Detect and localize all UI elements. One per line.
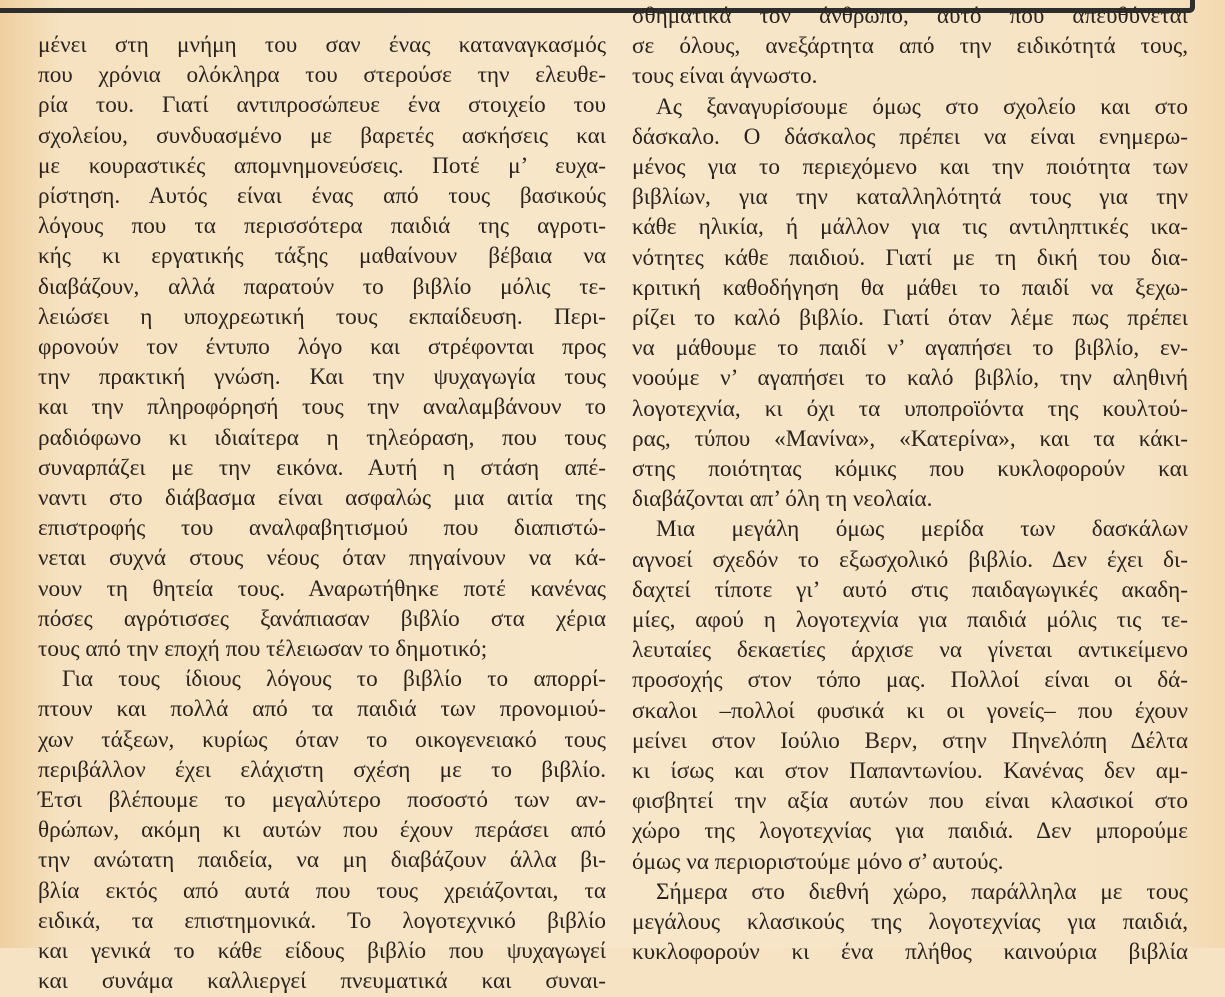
text-line: τους από την εποχή που τέλειωσαν το δημοτικό; (38, 636, 488, 663)
text-line: με κουραστικές απομνημονεύσεις. Ποτέ μ’ ευχα- (38, 152, 606, 179)
text-line: την πρακτική γνώση. Και την ψυχαγωγία τους (38, 364, 606, 391)
text-line: ρίζει το καλό βιβλίο. Γιατί όταν λέμε πως πρέπει (632, 305, 1188, 332)
text-line: την ανώτατη παιδεία, να μη διαβάζουν άλλα βι- (38, 847, 606, 874)
text-line: νοούμε ν’ αγαπήσει το καλό βιβλίο, την αληθινή (632, 365, 1188, 392)
text-line: κυκλοφορούν κι ένα πλήθος καινούρια βιβλία (632, 939, 1188, 966)
text-line: ειδικά, τα επιστημονικά. Το λογοτεχνικό βιβλίο (38, 907, 606, 934)
text-line: σθηματικά τον άνθρωπο, αυτό που απευθύνεται (632, 3, 1188, 29)
text-line: Έτσι βλέπουμε το μεγαλύτερο ποσοστό των αν- (38, 787, 606, 814)
text-line: που χρόνια ολόκληρα του στερούσε την ελευθε- (38, 62, 606, 89)
text-line: ρία του. Γιατί αντιπροσώπευε ένα στοιχείο του (38, 92, 606, 119)
text-line: σχολείου, συνδυασμένο με βαρετές ασκήσεις και (38, 122, 606, 149)
text-line: νεται συχνά στους νέους όταν πηγαίνουν να κά- (38, 545, 606, 572)
text-line: μένει στη μνήμη του σαν ένας καταναγκασμός (38, 32, 606, 58)
text-line: φρονούν τον έντυπο λόγο και στρέφονται προς (38, 334, 606, 361)
text-line: δαχτεί τίποτε γι’ αυτό στις παιδαγωγικές ακαδη- (632, 576, 1188, 603)
text-line: λόγους που τα περισσότερα παιδιά της αγροτι- (38, 213, 606, 240)
text-line: Μια μεγάλη όμως μερίδα των δασκάλων (656, 516, 1188, 543)
text-line: θρώπων, ακόμη κι αυτών που έχουν περάσει από (38, 817, 606, 844)
text-line: και γενικά το κάθε είδους βιβλίο που ψυχαγωγεί (38, 938, 606, 965)
text-line: διαβάζουν, αλλά παρατούν το βιβλίο μόλις τε- (38, 273, 606, 300)
text-line: νότητες κάθε παιδιού. Γιατί με τη δική του δια- (632, 244, 1188, 271)
text-line: Για τους ίδιους λόγους το βιβλίο το απορρί- (62, 666, 606, 693)
text-line: κής κι εργατικής τάξης μαθαίνουν βέβαια να (38, 243, 606, 270)
text-line: ρας, τύπου «Μανίνα», «Κατερίνα», και τα κάκι- (632, 425, 1188, 452)
text-line: λευταίες δεκαετίες άρχισε να γίνεται αντικείμενο (632, 637, 1188, 664)
text-line: τους είναι άγνωστο. (632, 63, 818, 90)
text-line: ραδιόφωνο κι ιδιαίτερα η τηλεόραση, που τους (38, 424, 606, 451)
text-line: φισβητεί την αξία αυτών που είναι κλασικοί στο (632, 788, 1188, 815)
text-line: βιβλίων, για την καταλληλότητά τους για την (632, 184, 1188, 211)
text-line: νουν τη θητεία τους. Αναρωτήθηκε ποτέ κανένας (38, 575, 606, 602)
text-line: ναντι στο διάβασμα είναι ασφαλώς μια αιτία της (38, 485, 606, 512)
text-line: να μάθουμε το παιδί ν’ αγαπήσει το βιβλίο, εν- (632, 335, 1188, 362)
text-line: Ας ξαναγυρίσουμε όμως στο σχολείο και στο (656, 93, 1188, 120)
text-line: περιβάλλον έχει ελάχιστη σχέση με το βιβλίο. (38, 756, 606, 783)
text-line: μεγάλους κλασικούς της λογοτεχνίας για παιδιά, (632, 909, 1188, 936)
text-line: επιστροφής του αναλφαβητισμού που διαπιστώ- (38, 515, 606, 542)
text-line: μείνει στον Ιούλιο Βερν, στην Πηνελόπη Δέλτα (632, 727, 1188, 754)
text-line: και την πληροφόρησή τους την αναλαμβάνουν το (38, 394, 606, 421)
text-line: προσοχής στον τόπο μας. Πολλοί είναι οι δά- (632, 667, 1188, 694)
text-line: και συνάμα καλλιεργεί πνευματικά και συναι- (38, 968, 606, 995)
text-line: διαβάζονται απ’ όλη τη νεολαία. (632, 486, 933, 513)
text-line: στης ποιότητας κόμικς που κυκλοφορούν και (632, 456, 1188, 483)
text-line: πόσες αγρότισσες ξανάπιασαν βιβλίο στα χέρια (38, 605, 606, 632)
text-line: μίες, αφού η λογοτεχνία για παιδιά μόλις τις τε- (632, 607, 1188, 634)
text-line: λογοτεχνία, κι όχι τα υποπροϊόντα της κουλτού- (632, 395, 1188, 422)
right-text-column (632, 1, 1188, 968)
text-line: ρίστηση. Αυτός είναι ένας από τους βασικούς (38, 183, 606, 210)
text-line: μένος για το περιεχόμενο και την ποιότητα των (632, 154, 1188, 181)
text-line: σκαλοι –πολλοί φυσικά κι οι γονείς– που έχουν (632, 697, 1188, 724)
text-line: αγνοεί σχεδόν το εξωσχολικό βιβλίο. Δεν έχει δι- (632, 546, 1188, 573)
text-line: κριτική καθοδήγηση θα μάθει το παιδί να ξεχω- (632, 274, 1188, 301)
text-line: Σήμερα στο διεθνή χώρο, παράλληλα με τους (656, 878, 1188, 905)
text-line: λειώσει η υποχρεωτική τους εκπαίδευση. Περι- (38, 303, 606, 330)
text-line: όμως να περιοριστούμε μόνο σ’ αυτούς. (632, 848, 1004, 875)
text-line: χώρο της λογοτεχνίας για παιδιά. Δεν μπορούμε (632, 818, 1188, 845)
text-line: χων τάξεων, κυρίως όταν το οικογενειακό τους (38, 726, 606, 753)
text-line: συναρπάζει με την εικόνα. Αυτή η στάση απέ- (38, 454, 606, 481)
text-line: βλία εκτός από αυτά που τους χρειάζονται, τα (38, 877, 606, 904)
text-line: δάσκαλο. Ο δάσκαλος πρέπει να είναι ενημερω- (632, 123, 1188, 150)
text-line: πτουν και πολλά από τα παιδιά των προνομιού- (38, 696, 606, 723)
left-text-column (38, 30, 606, 997)
text-line: σε όλους, ανεξάρτητα από την ειδικότητά τους, (632, 33, 1188, 60)
text-line: κάθε ηλικία, ή μάλλον για τις αντιληπτικές ικα- (632, 214, 1188, 241)
text-line: κι ίσως και στον Παπαντωνίου. Κανένας δεν αμ- (632, 758, 1188, 785)
